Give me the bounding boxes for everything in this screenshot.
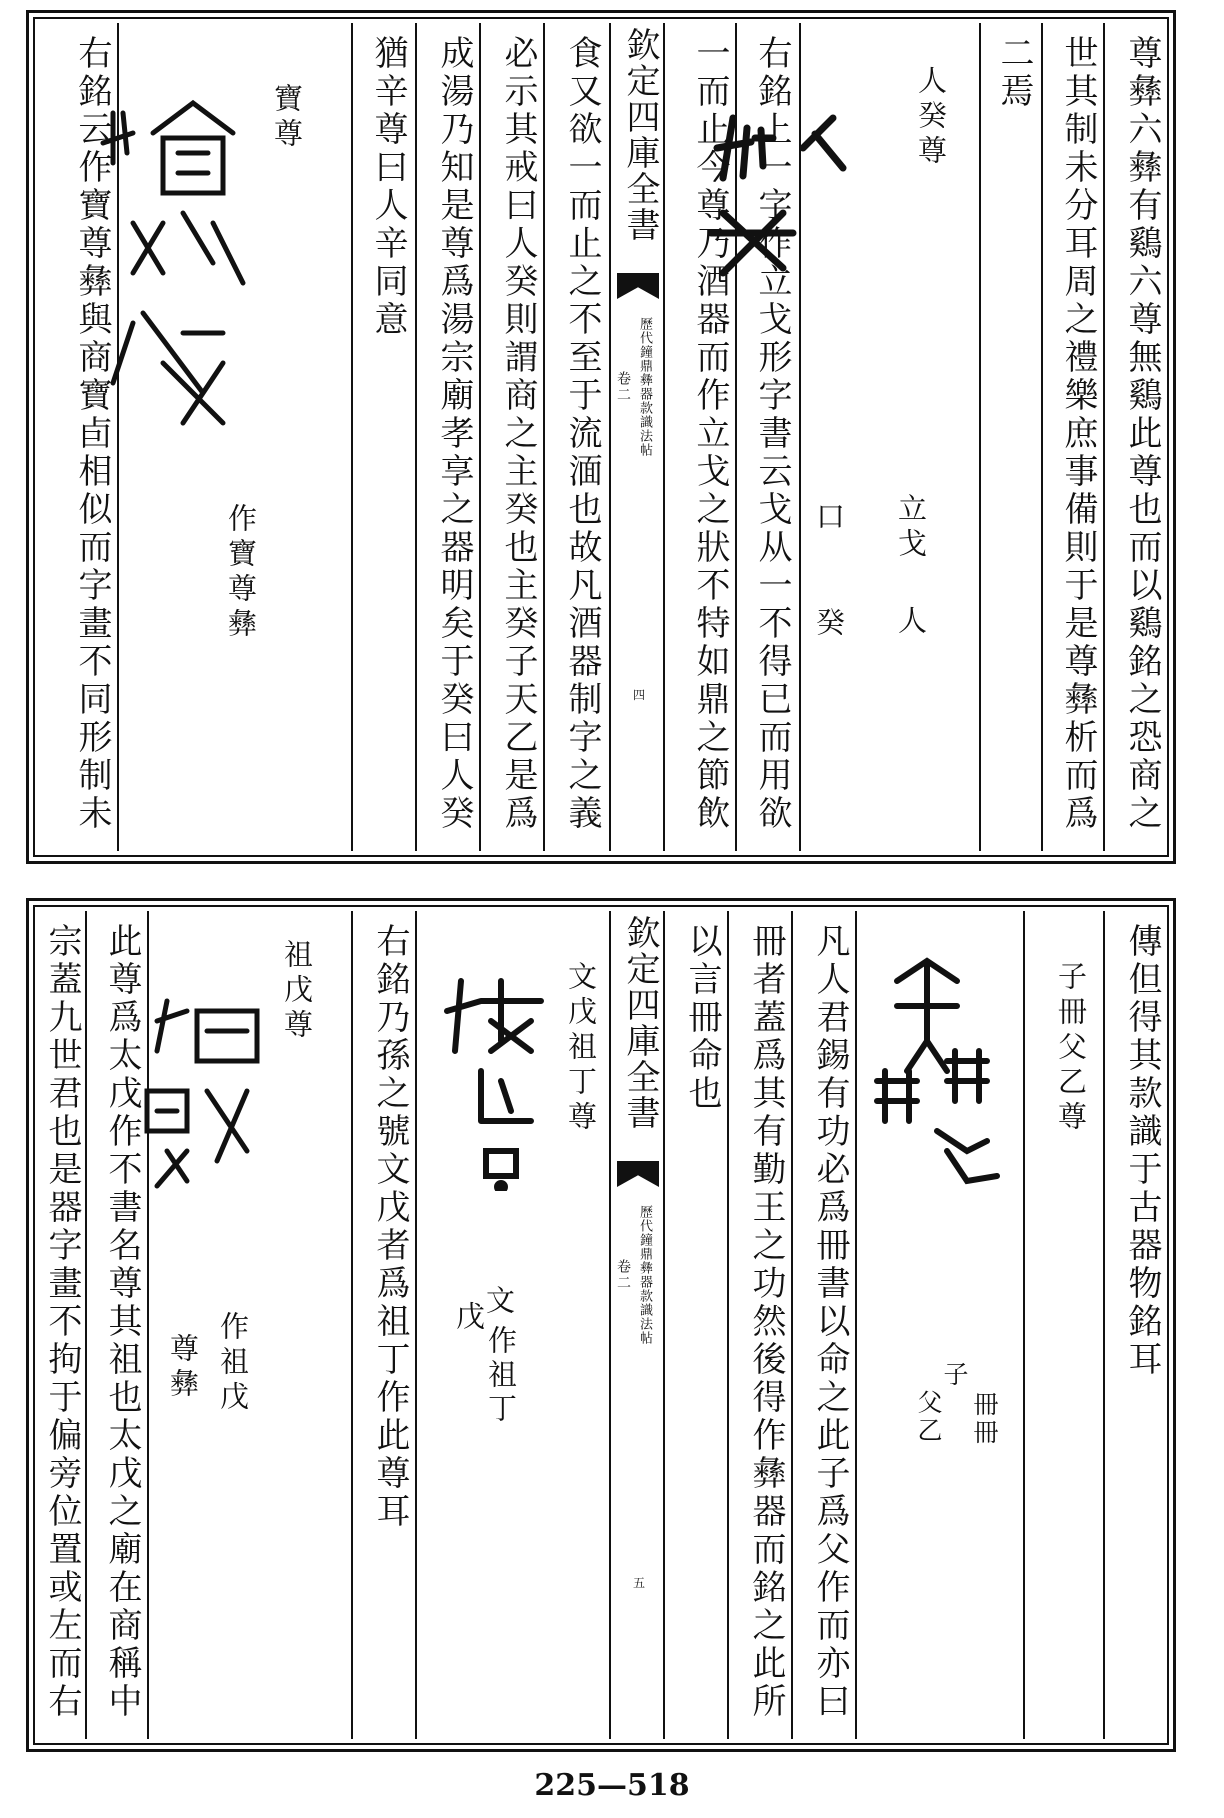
column-rule: [609, 911, 611, 1739]
inscription-transcription: 丁: [484, 1393, 518, 1428]
inscription-transcription: 文: [482, 1285, 516, 1320]
text-column: 食又欲一而止之不至于流湎也故凡酒器制字之義: [562, 35, 602, 833]
text-column: 右銘上一字作立戈形字書云戈从一不得已而用欲: [752, 35, 792, 833]
text-column: 成湯乃知是尊爲湯宗廟孝享之器明矣于癸曰人癸: [434, 35, 474, 833]
column-rule: [351, 911, 353, 1739]
inscription-transcription: 立戈: [894, 493, 928, 563]
book-banner: [611, 21, 665, 853]
banner-title: 欽定四庫全書: [620, 915, 660, 1131]
column-rule: [1023, 911, 1025, 1739]
column-rule: [799, 23, 801, 851]
inscription-transcription: 口: [812, 501, 846, 536]
column-rule: [479, 23, 481, 851]
text-column: 世其制未分耳周之禮樂庶事備則于是尊彝析而爲: [1058, 35, 1098, 833]
text-column: 右銘云作寶尊彝與商寶卣相似而字畫不同形制未: [72, 35, 112, 833]
column-rule: [351, 23, 353, 851]
text-column: 冊者蓋爲其有勤王之功然後得作彝器而銘之此所: [746, 923, 786, 1721]
text-column: 必示其戒曰人癸則謂商之主癸也主癸子天乙是爲: [498, 35, 538, 833]
bottom-page: [26, 898, 1176, 1752]
column-rule: [663, 23, 665, 851]
inscription-transcription: 冊冊: [970, 1391, 999, 1447]
column-rule: [85, 911, 87, 1739]
section-heading: 人癸尊: [914, 65, 948, 170]
top-page: [26, 10, 1176, 864]
text-column: 二焉: [994, 35, 1034, 111]
inscription-transcription: 作祖戊: [216, 1311, 250, 1416]
text-column: 凡人君錫有功必爲冊書以命之此子爲父作而亦曰: [810, 923, 850, 1721]
column-rule: [791, 911, 793, 1739]
text-column: 右銘乃孫之號文戊者爲祖丁作此尊耳: [370, 923, 410, 1531]
section-heading: 祖戊尊: [280, 939, 314, 1044]
inscription-transcription: 作: [484, 1325, 518, 1360]
column-rule: [979, 23, 981, 851]
column-rule: [727, 911, 729, 1739]
text-column: 傳但得其款識于古器物銘耳: [1122, 923, 1162, 1379]
column-rule: [1041, 23, 1043, 851]
banner-book-title: 歷代鐘鼎彝器款識法帖: [637, 1205, 652, 1345]
fish-tail-mark: [617, 1161, 659, 1187]
section-heading: 寶尊: [270, 83, 304, 153]
column-rule: [117, 23, 119, 851]
inscription-transcription: 尊彝: [166, 1333, 200, 1403]
fish-tail-mark: [617, 273, 659, 299]
column-rule: [1103, 911, 1105, 1739]
bronze-inscription-zi-ce-fu-yi: [867, 951, 1017, 1191]
column-rule: [1103, 23, 1105, 851]
inscription-transcription: 癸: [812, 607, 846, 642]
text-column: 此尊爲太戊作不書名尊其祖也太戊之廟在商稱中: [102, 923, 142, 1721]
banner-book-title: 歷代鐘鼎彝器款識法帖: [637, 317, 652, 457]
column-rule: [415, 911, 417, 1739]
text-column: 宗蓋九世君也是器字畫不拘于偏旁位置或左而右: [42, 923, 82, 1721]
column-rule: [735, 23, 737, 851]
column-rule: [543, 23, 545, 851]
inscription-transcription: 人: [894, 605, 928, 640]
inscription-transcription: 父乙: [914, 1389, 943, 1445]
banner-juan: 卷二: [615, 1259, 631, 1291]
inscription-transcription: 戊: [452, 1301, 486, 1336]
bronze-inscription-wen-wu-zu-ding: [441, 961, 561, 1191]
bronze-inscription-zu-wu: [127, 981, 277, 1191]
banner-folio: 五: [633, 1576, 646, 1590]
banner-title: 欽定四庫全書: [620, 27, 660, 243]
column-rule: [147, 911, 149, 1739]
text-column: 以言冊命也: [682, 923, 722, 1113]
section-heading: 子冊父乙尊: [1054, 961, 1088, 1136]
inscription-transcription: 子: [940, 1361, 969, 1389]
banner-folio: 四: [633, 688, 646, 702]
inscription-transcription: 祖: [484, 1359, 518, 1394]
page-number: 225—518: [534, 1768, 690, 1803]
book-banner: [611, 909, 665, 1741]
text-column: 猶辛尊曰人辛同意: [368, 35, 408, 339]
text-column: 一而止今尊乃酒器而作立戈之狀不特如鼎之節飲: [690, 35, 730, 833]
column-rule: [855, 911, 857, 1739]
banner-juan: 卷二: [615, 371, 631, 403]
inscription-transcription: 作寶尊彝: [224, 503, 258, 643]
column-rule: [609, 23, 611, 851]
column-rule: [415, 23, 417, 851]
section-heading: 文戊祖丁尊: [564, 961, 598, 1136]
text-column: 尊彝六彝有鷄六尊無鷄此尊也而以鷄銘之恐商之: [1122, 35, 1162, 833]
